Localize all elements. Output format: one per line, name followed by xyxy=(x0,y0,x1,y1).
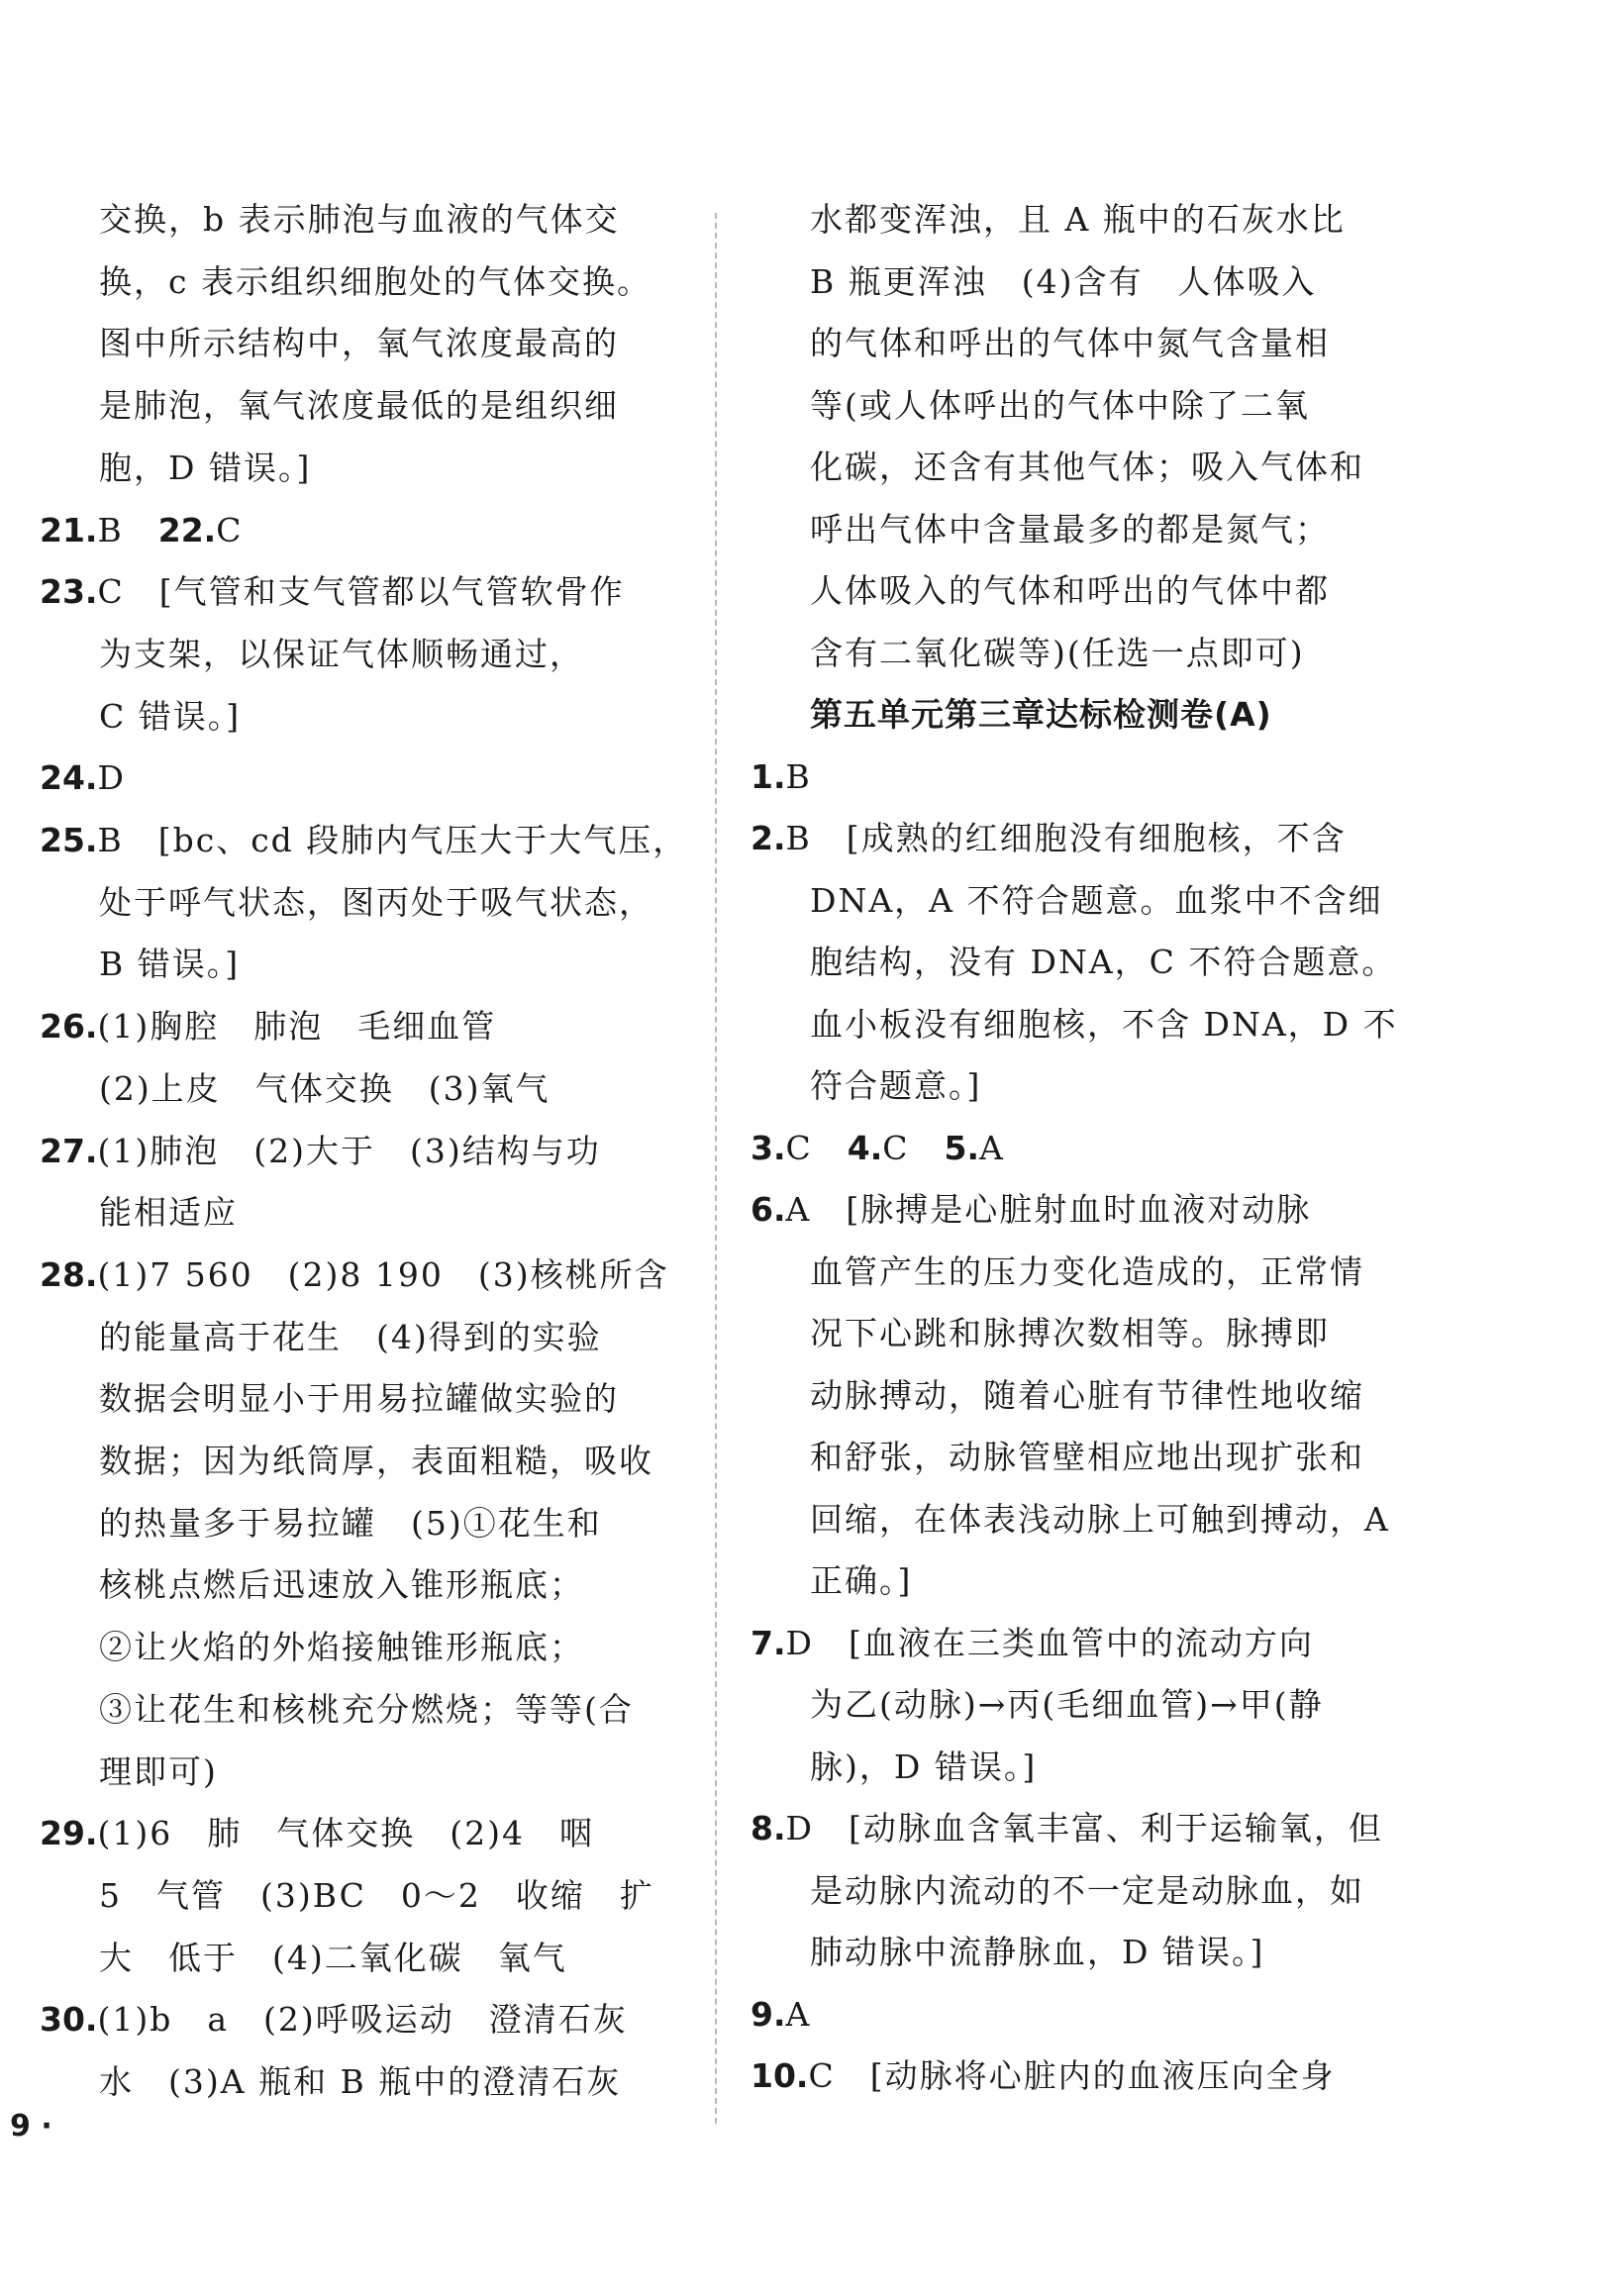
answer-continuation xyxy=(810,386,1310,426)
answer-text: (1)7 560 (2)8 190 (3)核桃所含 xyxy=(97,1254,669,1294)
question-number: 9. xyxy=(751,1994,786,2034)
answer-text: 大 低于 (4)二氧化碳 氧气 xyxy=(99,1938,567,1977)
answer-item xyxy=(40,2000,628,2040)
question-number: 2. xyxy=(751,819,786,857)
section-title: 第五单元第三章达标检测卷(A) xyxy=(810,695,1272,734)
answer-text: 处于呼气状态，图丙处于吸气状态， xyxy=(99,882,653,922)
answer-text: B [bc、cd 段肺内气压大于大气压， xyxy=(97,821,688,859)
answer-text: 为支架，以保证气体顺畅通过， xyxy=(99,634,584,673)
answer-item xyxy=(40,1007,496,1047)
answer-text: 等(或人体呼出的气体中除了二氧 xyxy=(810,385,1310,425)
answer-continuation xyxy=(810,510,1330,549)
question-number: 5. xyxy=(944,1128,979,1167)
answer-text: D [血液在三类血管中的流动方向 xyxy=(785,1623,1314,1662)
answer-item xyxy=(40,821,687,860)
answer-item xyxy=(40,511,243,550)
answer-text: 是肺泡，氧气浓度最低的是组织细 xyxy=(99,386,619,426)
answer-text: 回缩，在体表浅动脉上可触到搏动，A xyxy=(810,1499,1390,1539)
answer-text: A xyxy=(785,1994,812,2034)
question-number: 26. xyxy=(40,1007,98,1047)
answer-continuation xyxy=(810,1066,981,1106)
answer-continuation xyxy=(810,1376,1364,1416)
answer-item xyxy=(751,1129,1005,1168)
answer-text: 的热量多于易拉罐 (5)①花生和 xyxy=(99,1503,602,1543)
answer-item xyxy=(751,1809,1383,1848)
answer-continuation xyxy=(99,1628,584,1667)
answer-text: 换，c 表示组织细胞处的气体交换。 xyxy=(99,261,651,301)
answer-text: 数据；因为纸筒厚，表面粗糙，吸收 xyxy=(99,1442,653,1480)
answer-text: 血小板没有细胞核，不含 DNA，D 不 xyxy=(810,1004,1398,1044)
question-number: 30. xyxy=(40,2000,98,2040)
answer-continuation xyxy=(99,697,241,737)
answer-text: 核桃点燃后迅速放入锥形瓶底； xyxy=(99,1565,584,1605)
answer-text: C xyxy=(216,510,244,549)
question-number: 7. xyxy=(751,1623,786,1662)
answer-text: 水 (3)A 瓶和 B 瓶中的澄清石灰 xyxy=(99,2062,622,2101)
answer-text: B xyxy=(97,510,158,549)
answer-text: 理即可) xyxy=(99,1751,218,1791)
answer-continuation xyxy=(99,945,240,984)
answer-text: D [动脉血含氧丰富、利于运输氧，但 xyxy=(785,1809,1383,1847)
answer-text: 胞，D 错误。] xyxy=(99,448,312,487)
answer-continuation xyxy=(99,1504,602,1544)
answer-continuation xyxy=(810,1871,1364,1911)
answer-continuation xyxy=(810,1685,1324,1725)
answer-continuation xyxy=(99,324,619,363)
answer-text: (1)肺泡 (2)大于 (3)结构与功 xyxy=(97,1131,601,1170)
answer-item xyxy=(751,2056,1336,2096)
answer-text: 为乙(动脉)→丙(毛细血管)→甲(静 xyxy=(810,1685,1324,1724)
answer-item xyxy=(751,1624,1314,1663)
answer-text: C [气管和支气管都以气管软骨作 xyxy=(97,572,625,612)
answer-continuation xyxy=(99,1939,567,1978)
answer-text: 水都变浑浊，且 A 瓶中的石灰水比 xyxy=(810,200,1346,239)
answer-text: 含有二氧化碳等)(任选一点即可) xyxy=(810,633,1305,672)
answer-continuation xyxy=(810,881,1383,921)
answer-continuation xyxy=(99,1752,218,1792)
answer-text: ③让花生和核桃充分燃烧；等等(合 xyxy=(99,1689,634,1729)
answer-text: B [成熟的红细胞没有细胞核，不含 xyxy=(785,819,1347,857)
answer-text: 况下心跳和脉搏次数相等。脉搏即 xyxy=(810,1314,1330,1352)
answer-text: A [脉搏是心脏射血时血液对动脉 xyxy=(785,1190,1312,1229)
answer-text: 和舒张，动脉管壁相应地出现扩张和 xyxy=(810,1438,1364,1476)
answer-text: 化碳，还含有其他气体；吸入气体和 xyxy=(810,448,1364,486)
answer-text: 能相适应 xyxy=(99,1193,238,1233)
answer-continuation xyxy=(99,2062,621,2102)
answer-text: 是动脉内流动的不一定是动脉血，如 xyxy=(810,1870,1364,1910)
column-divider xyxy=(715,213,717,2124)
answer-continuation xyxy=(810,200,1346,240)
answer-text: 动脉搏动，随着心脏有节律性地收缩 xyxy=(810,1375,1364,1415)
answer-text: A xyxy=(979,1128,1005,1167)
answer-continuation xyxy=(99,386,619,426)
question-number: 8. xyxy=(751,1809,786,1847)
answer-text: 胞结构，没有 DNA，C 不符合题意。 xyxy=(810,943,1397,981)
answer-continuation xyxy=(810,1438,1364,1477)
answer-text: (1)b a (2)呼吸运动 澄清石灰 xyxy=(97,2000,628,2040)
answer-text: ②让火焰的外焰接触锥形瓶底； xyxy=(99,1628,584,1667)
answer-text: 的能量高于花生 (4)得到的实验 xyxy=(99,1317,602,1356)
answer-text: 人体吸入的气体和呼出的气体中都 xyxy=(810,571,1330,610)
question-number: 28. xyxy=(40,1254,98,1294)
answer-continuation xyxy=(99,449,311,488)
answer-text: (2)上皮 气体交换 (3)氧气 xyxy=(99,1068,551,1108)
page-number: 9 · xyxy=(10,2109,52,2144)
answer-text: C xyxy=(882,1128,945,1167)
answer-text: (1)胸腔 肺泡 毛细血管 xyxy=(97,1007,497,1047)
answer-text: 图中所示结构中，氧气浓度最高的 xyxy=(99,324,619,363)
section-heading xyxy=(810,695,1272,735)
answer-continuation xyxy=(99,1690,634,1730)
answer-text: DNA，A 不符合题意。血浆中不含细 xyxy=(810,880,1383,920)
answer-item xyxy=(751,819,1347,858)
answer-continuation xyxy=(810,1005,1398,1045)
answer-text: 交换，b 表示肺泡与血液的气体交 xyxy=(99,200,620,239)
answer-text: 正确。] xyxy=(810,1561,913,1600)
question-number: 27. xyxy=(40,1131,98,1170)
answer-text: 血管产生的压力变化造成的，正常情 xyxy=(810,1251,1364,1291)
question-number: 29. xyxy=(40,1814,98,1853)
question-number: 24. xyxy=(40,758,98,798)
answer-continuation xyxy=(810,943,1396,982)
question-number: 22. xyxy=(157,510,217,549)
answer-continuation xyxy=(99,883,653,923)
question-number: 10. xyxy=(751,2056,809,2095)
answer-continuation xyxy=(99,1442,653,1481)
answer-text: 符合题意。] xyxy=(810,1066,982,1105)
answer-continuation xyxy=(99,200,620,240)
question-number: 25. xyxy=(40,821,98,859)
answer-text: D xyxy=(97,758,126,798)
answer-continuation xyxy=(99,1193,238,1233)
answer-text: 5 气管 (3)BC 0～2 收缩 扩 xyxy=(99,1875,654,1915)
answer-continuation xyxy=(810,1500,1390,1540)
answer-continuation xyxy=(99,1318,602,1357)
answer-text: B 瓶更浑浊 (4)含有 人体吸入 xyxy=(810,261,1317,301)
answer-continuation xyxy=(99,1565,584,1605)
answer-continuation xyxy=(810,634,1305,673)
answer-text: 肺动脉中流静脉血，D 错误。] xyxy=(810,1933,1265,1971)
answer-continuation xyxy=(99,1069,551,1109)
answer-text: 脉)，D 错误。] xyxy=(810,1747,1038,1786)
answer-text: 的气体和呼出的气体中氮气含量相 xyxy=(810,324,1330,362)
question-number: 4. xyxy=(847,1128,883,1167)
question-number: 3. xyxy=(751,1128,786,1167)
answer-continuation xyxy=(99,635,584,674)
answer-continuation xyxy=(810,1252,1364,1292)
answer-text: B 错误。] xyxy=(99,945,241,984)
answer-continuation xyxy=(810,1314,1330,1353)
answer-text: C xyxy=(785,1128,848,1167)
answer-text: C 错误。] xyxy=(99,696,242,736)
answer-item xyxy=(751,1995,811,2035)
answer-continuation xyxy=(810,324,1330,363)
answer-item xyxy=(40,572,625,612)
answer-continuation xyxy=(99,1379,619,1419)
answer-text: C [动脉将心脏内的血液压向全身 xyxy=(808,2056,1336,2095)
answer-continuation xyxy=(99,262,651,302)
answer-text: (1)6 肺 气体交换 (2)4 咽 xyxy=(97,1814,594,1853)
answer-text: 呼出气体中含量最多的都是氮气； xyxy=(810,509,1330,549)
question-number: 1. xyxy=(751,756,786,796)
answer-continuation xyxy=(99,1876,654,1916)
answer-continuation xyxy=(810,1933,1264,1972)
question-number: 21. xyxy=(40,510,98,549)
answer-continuation xyxy=(810,1561,912,1601)
answer-text: 数据会明显小于用易拉罐做实验的 xyxy=(99,1379,619,1419)
answer-text: B xyxy=(785,756,812,796)
question-number: 6. xyxy=(751,1190,786,1229)
answer-continuation xyxy=(810,262,1317,302)
answer-continuation xyxy=(810,571,1330,611)
answer-continuation xyxy=(810,448,1364,487)
answer-continuation xyxy=(810,1747,1037,1787)
answer-item xyxy=(40,1132,601,1171)
answer-item xyxy=(40,1255,669,1295)
answer-item xyxy=(40,758,126,798)
answer-item xyxy=(40,1814,594,1853)
question-number: 23. xyxy=(40,572,98,612)
answer-item xyxy=(751,1190,1311,1230)
answer-item xyxy=(751,757,812,797)
